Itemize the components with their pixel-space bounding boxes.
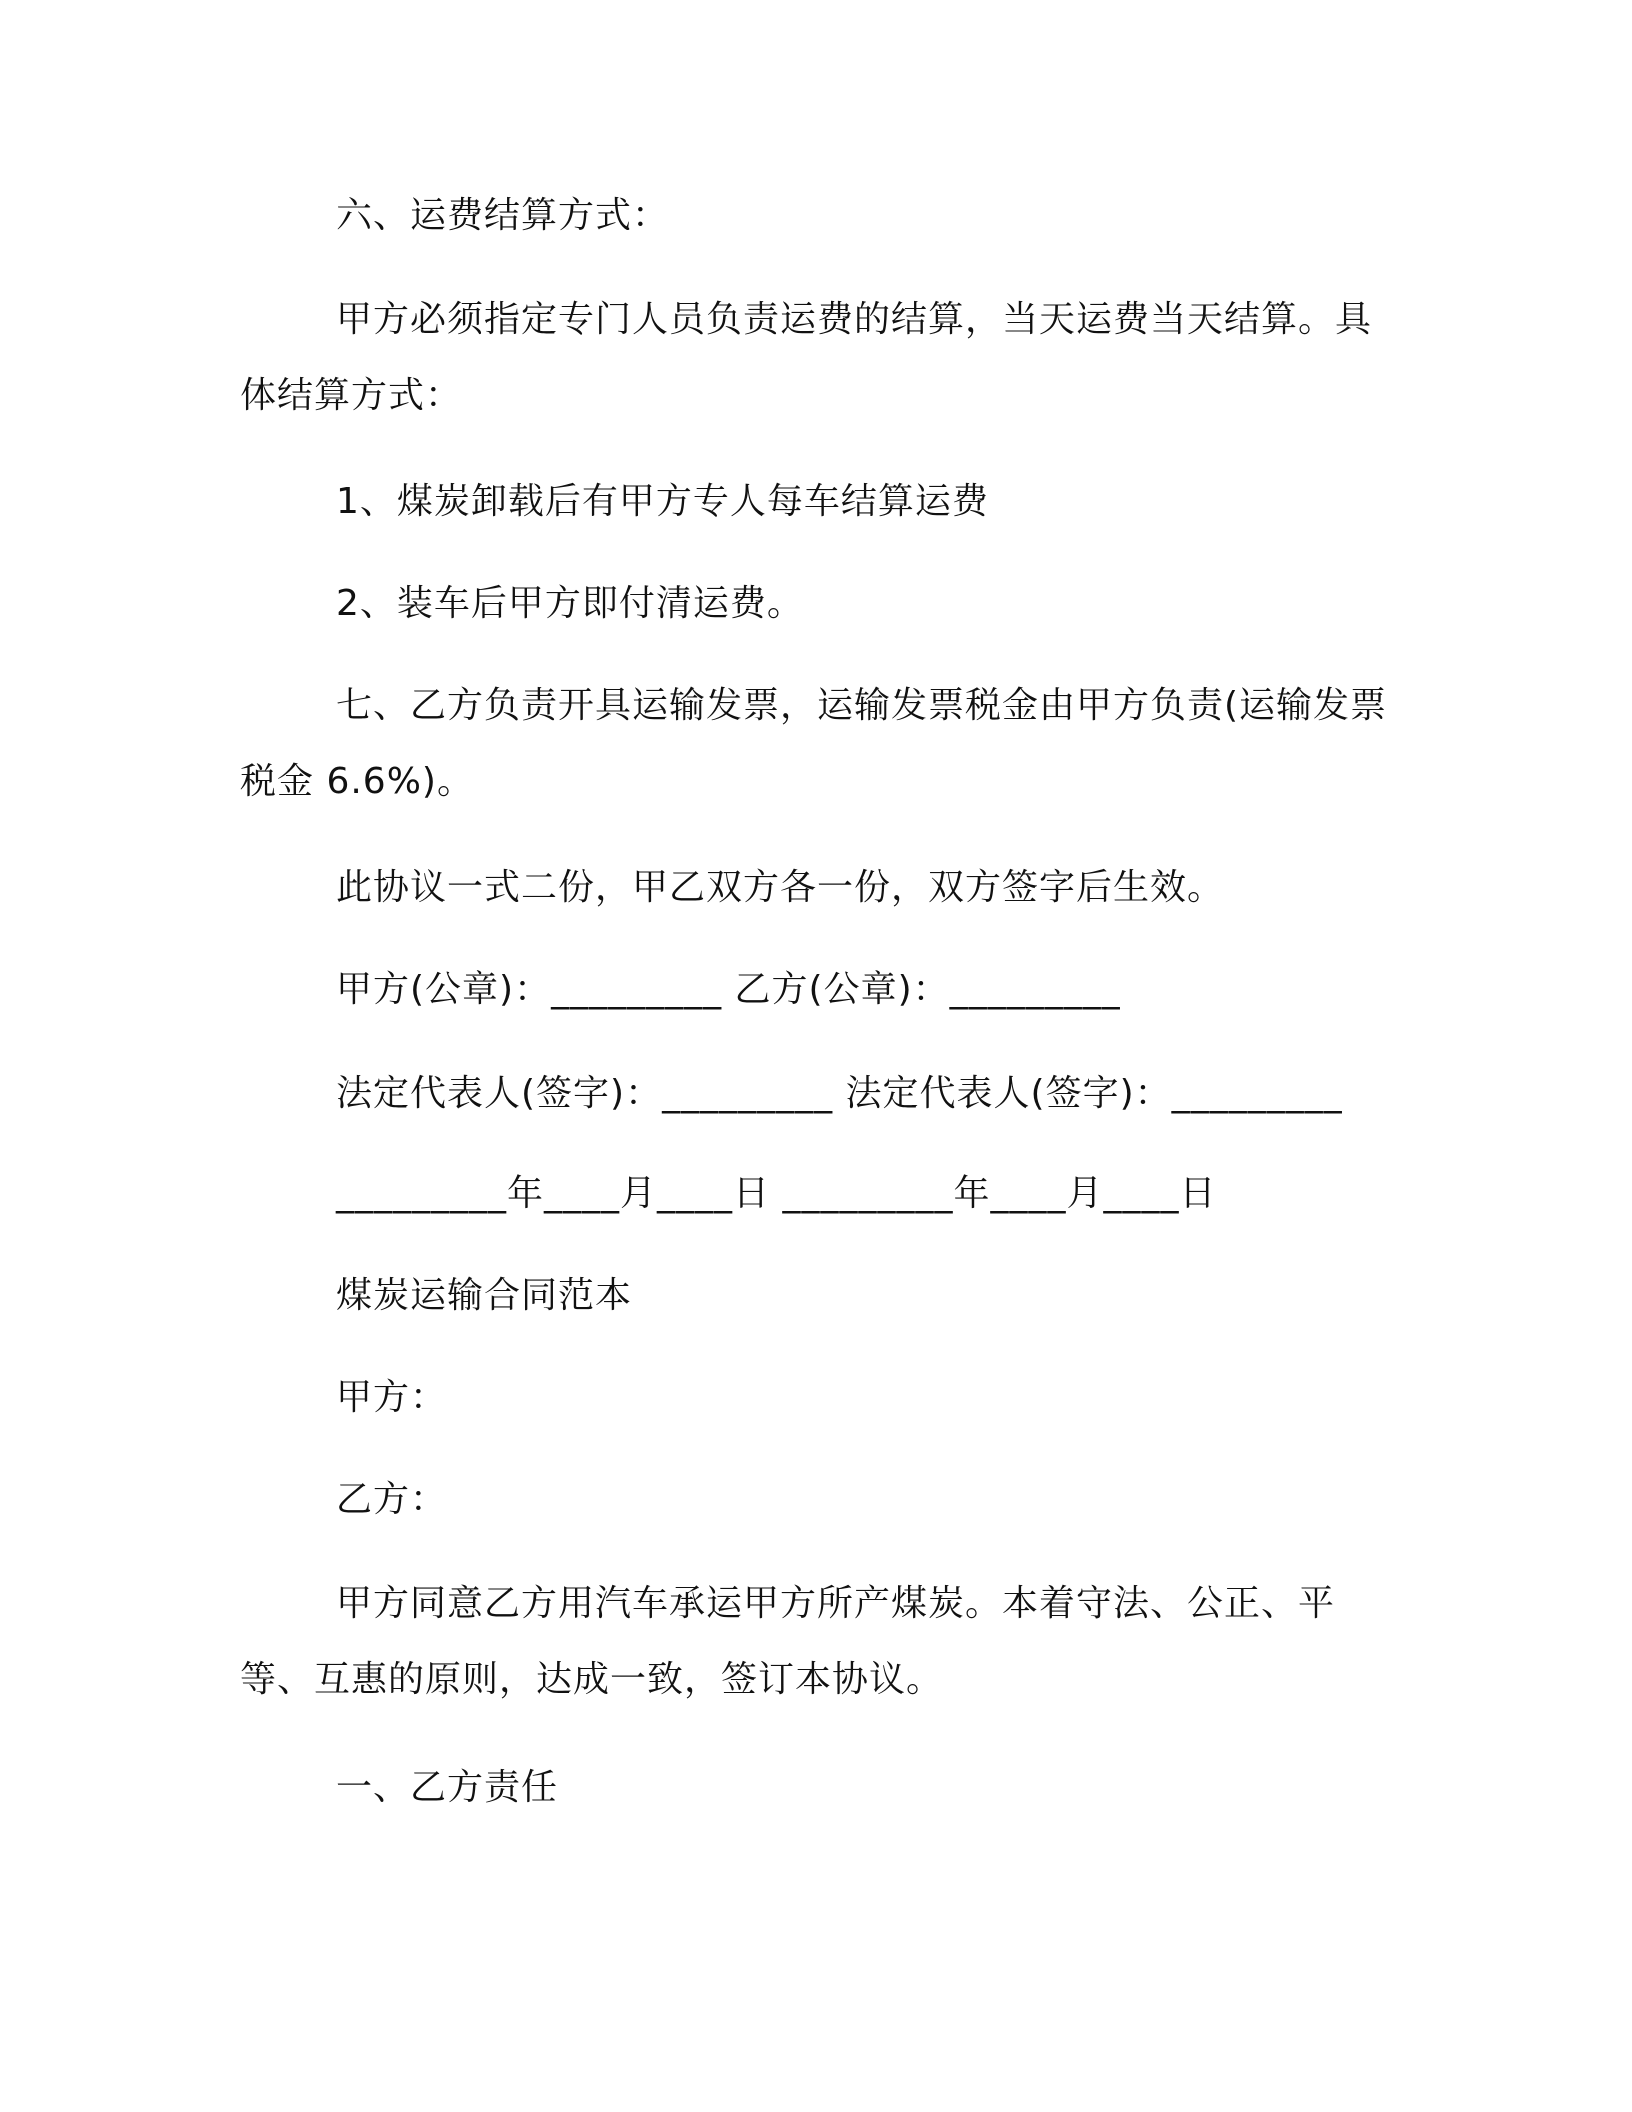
copies-paragraph: 此协议一式二份，甲乙双方各一份，双方签字后生效。 [336, 867, 1225, 908]
section-1-heading: 一、乙方责任 [336, 1767, 559, 1808]
party-b-label: 乙方： [336, 1479, 448, 1520]
settlement-paragraph: 甲方必须指定专门人员负责运费的结算，当天运费当天结算。具体结算方式： [240, 299, 1373, 416]
contract-title: 煤炭运输合同范本 [336, 1275, 633, 1316]
section-6-heading: 六、运费结算方式： [336, 195, 670, 236]
settlement-item-1: 1、煤炭卸载后有甲方专人每车结算运费 [336, 481, 989, 522]
date-line: _________年____月____日 _________年____月____日 [336, 1173, 1217, 1214]
seal-line: 甲方(公章)：_________ 乙方(公章)：_________ [336, 969, 1121, 1010]
settlement-item-2: 2、装车后甲方即付清运费。 [336, 583, 804, 624]
party-a-label: 甲方： [336, 1377, 448, 1418]
agreement-intro-paragraph: 甲方同意乙方用汽车承运甲方所产煤炭。本着守法、公正、平等、互惠的原则，达成一致，签订本协议。 [240, 1583, 1336, 1700]
representative-signature-line: 法定代表人(签字)：_________ 法定代表人(签字)：_________ [336, 1073, 1343, 1114]
section-7-paragraph: 七、乙方负责开具运输发票，运输发票税金由甲方负责(运输发票税金 6.6%)。 [240, 685, 1388, 802]
